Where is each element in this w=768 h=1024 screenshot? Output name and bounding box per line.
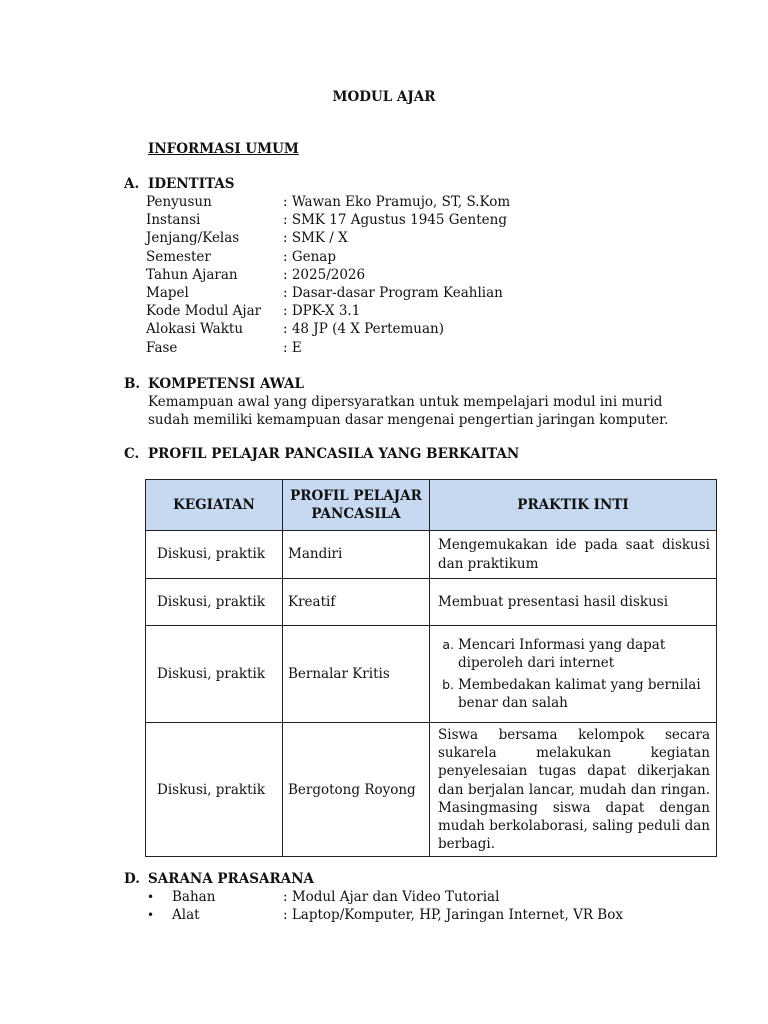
kompetensi-text-line: Kemampuan awal yang dipersyaratkan untuk mempelajari modul ini murid [148,394,663,410]
identitas-value: : SMK 17 Agustus 1945 Genteng [283,212,507,228]
identitas-label: Mapel [146,285,189,301]
identitas-value: : Wawan Eko Pramujo, ST, S.Kom [283,194,511,210]
identitas-label: Tahun Ajaran [146,267,238,283]
section-letter-c: C. [124,446,140,462]
cell-profil: Kreatif [283,579,430,626]
profil-table [145,479,717,857]
cell-profil: Mandiri [283,531,430,579]
identitas-label: Semester [146,249,211,265]
section-heading-kompetensi: KOMPETENSI AWAL [148,376,305,392]
sarana-value: : Laptop/Komputer, HP, Jaringan Internet, VR Box [283,907,623,923]
table-row [146,579,717,626]
document-title: MODUL AJAR [332,89,436,105]
identitas-label: Jenjang/Kelas [146,230,240,246]
bullet-icon: • [147,908,155,922]
table-row [146,626,717,723]
identitas-value: : Genap [283,249,336,265]
section-heading-profil: PROFIL PELAJAR PANCASILA YANG BERKAITAN [148,446,520,462]
section-letter-d: D. [124,871,140,887]
praktik-list [438,636,710,713]
identitas-label: Alokasi Waktu [146,321,244,337]
identitas-label: Penyusun [146,194,212,210]
header-profil: PROFIL PELAJAR PANCASILA [283,480,430,531]
cell-praktik: Mengemukakan ide pada saat diskusi dan praktikum [430,531,717,579]
header-praktik: PRAKTIK INTI [430,480,717,531]
section-informasi-umum: INFORMASI UMUM [148,141,299,157]
sarana-label: Alat [172,907,200,923]
cell-kegiatan: Diskusi, praktik [146,531,283,579]
section-letter-a: A. [124,176,140,192]
identitas-value: : SMK / X [283,230,348,246]
identitas-label: Kode Modul Ajar [146,303,262,319]
table-header-row [146,480,717,531]
cell-praktik: Siswa bersama kelompok secara sukarela melakukan kegiatan penyelesaian tugas dapat dikerjakan dan berjalan lancar, mudah dan ringan. Masingmasing siswa dapat dengan mudah berkolaborasi, saling peduli dan berbagi. [430,723,717,857]
cell-praktik-list [430,626,717,723]
section-heading-identitas: IDENTITAS [148,176,235,192]
header-kegiatan: KEGIATAN [146,480,283,531]
identitas-label: Instansi [146,212,201,228]
table-row [146,531,717,579]
cell-kegiatan: Diskusi, praktik [146,579,283,626]
identitas-label: Fase [146,340,178,356]
praktik-list-item: b. Membedakan kalimat yang bernilai benar dan salah [458,676,710,712]
cell-praktik: Membuat presentasi hasil diskusi [430,579,717,626]
identitas-value: : E [283,340,302,356]
cell-kegiatan: Diskusi, praktik [146,723,283,857]
cell-profil: Bernalar Kritis [283,626,430,723]
identitas-value: : Dasar-dasar Program Keahlian [283,285,503,301]
identitas-value: : DPK-X 3.1 [283,303,361,319]
cell-profil: Bergotong Royong [283,723,430,857]
section-heading-sarana: SARANA PRASARANA [148,871,315,887]
identitas-value: : 2025/2026 [283,267,366,283]
table-row [146,723,717,857]
bullet-icon: • [147,890,155,904]
cell-kegiatan: Diskusi, praktik [146,626,283,723]
praktik-list-item: a. Mencari Informasi yang dapat diperoleh dari internet [458,636,710,672]
section-letter-b: B. [124,376,141,392]
sarana-value: : Modul Ajar dan Video Tutorial [283,889,500,905]
kompetensi-text-line: sudah memiliki kemampuan dasar mengenai pengertian jaringan komputer. [148,412,669,428]
sarana-label: Bahan [172,889,216,905]
identitas-value: : 48 JP (4 X Pertemuan) [283,321,444,337]
